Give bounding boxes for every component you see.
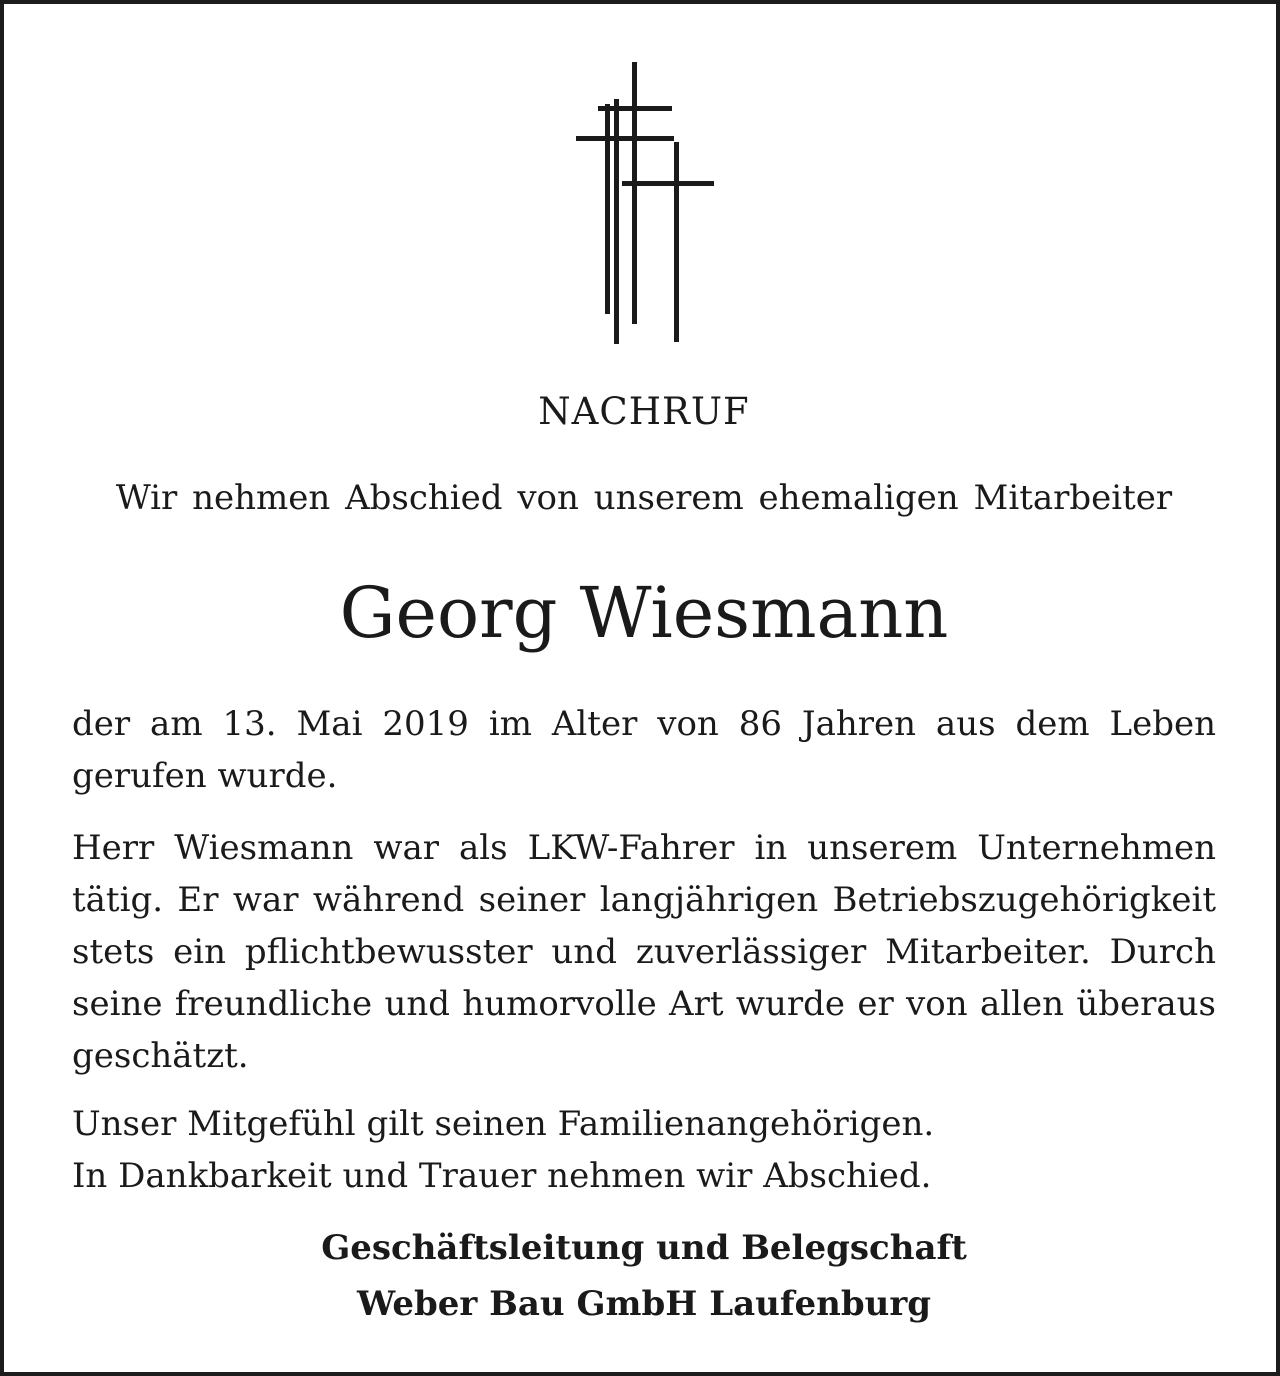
paragraph-condolence xyxy=(72,1098,1216,1202)
signature-company: Weber Bau GmbH Laufenburg xyxy=(356,1284,932,1324)
three-crosses-icon xyxy=(564,54,724,354)
intro-line: Wir nehmen Abschied von unserem ehemaligen Mitarbeiter xyxy=(115,478,1173,518)
condolence-line: Unser Mitgefühl gilt seinen Familienangehörigen. xyxy=(72,1104,935,1144)
paragraph-death-date: der am 13. Mai 2019 im Alter von 86 Jahren aus dem Leben gerufen wurde. xyxy=(72,704,1216,796)
signature-line: Geschäftsleitung und Belegschaft xyxy=(321,1228,967,1268)
paragraph-tribute: Herr Wiesmann war als LKW-Fahrer in unserem Unternehmen tätig. Er war während seiner langjährigen Betriebszugehörigkeit stets ein pflichtbewusster und zuverlässiger Mitarbeiter. Durch seine freundliche und humorvolle Art wurde er von allen überaus geschätzt. xyxy=(72,828,1216,1076)
condolence-line: In Dankbarkeit und Trauer nehmen wir Abschied. xyxy=(72,1156,932,1196)
deceased-name: Georg Wiesmann xyxy=(339,572,949,654)
notice-heading: NACHRUF xyxy=(538,390,750,433)
